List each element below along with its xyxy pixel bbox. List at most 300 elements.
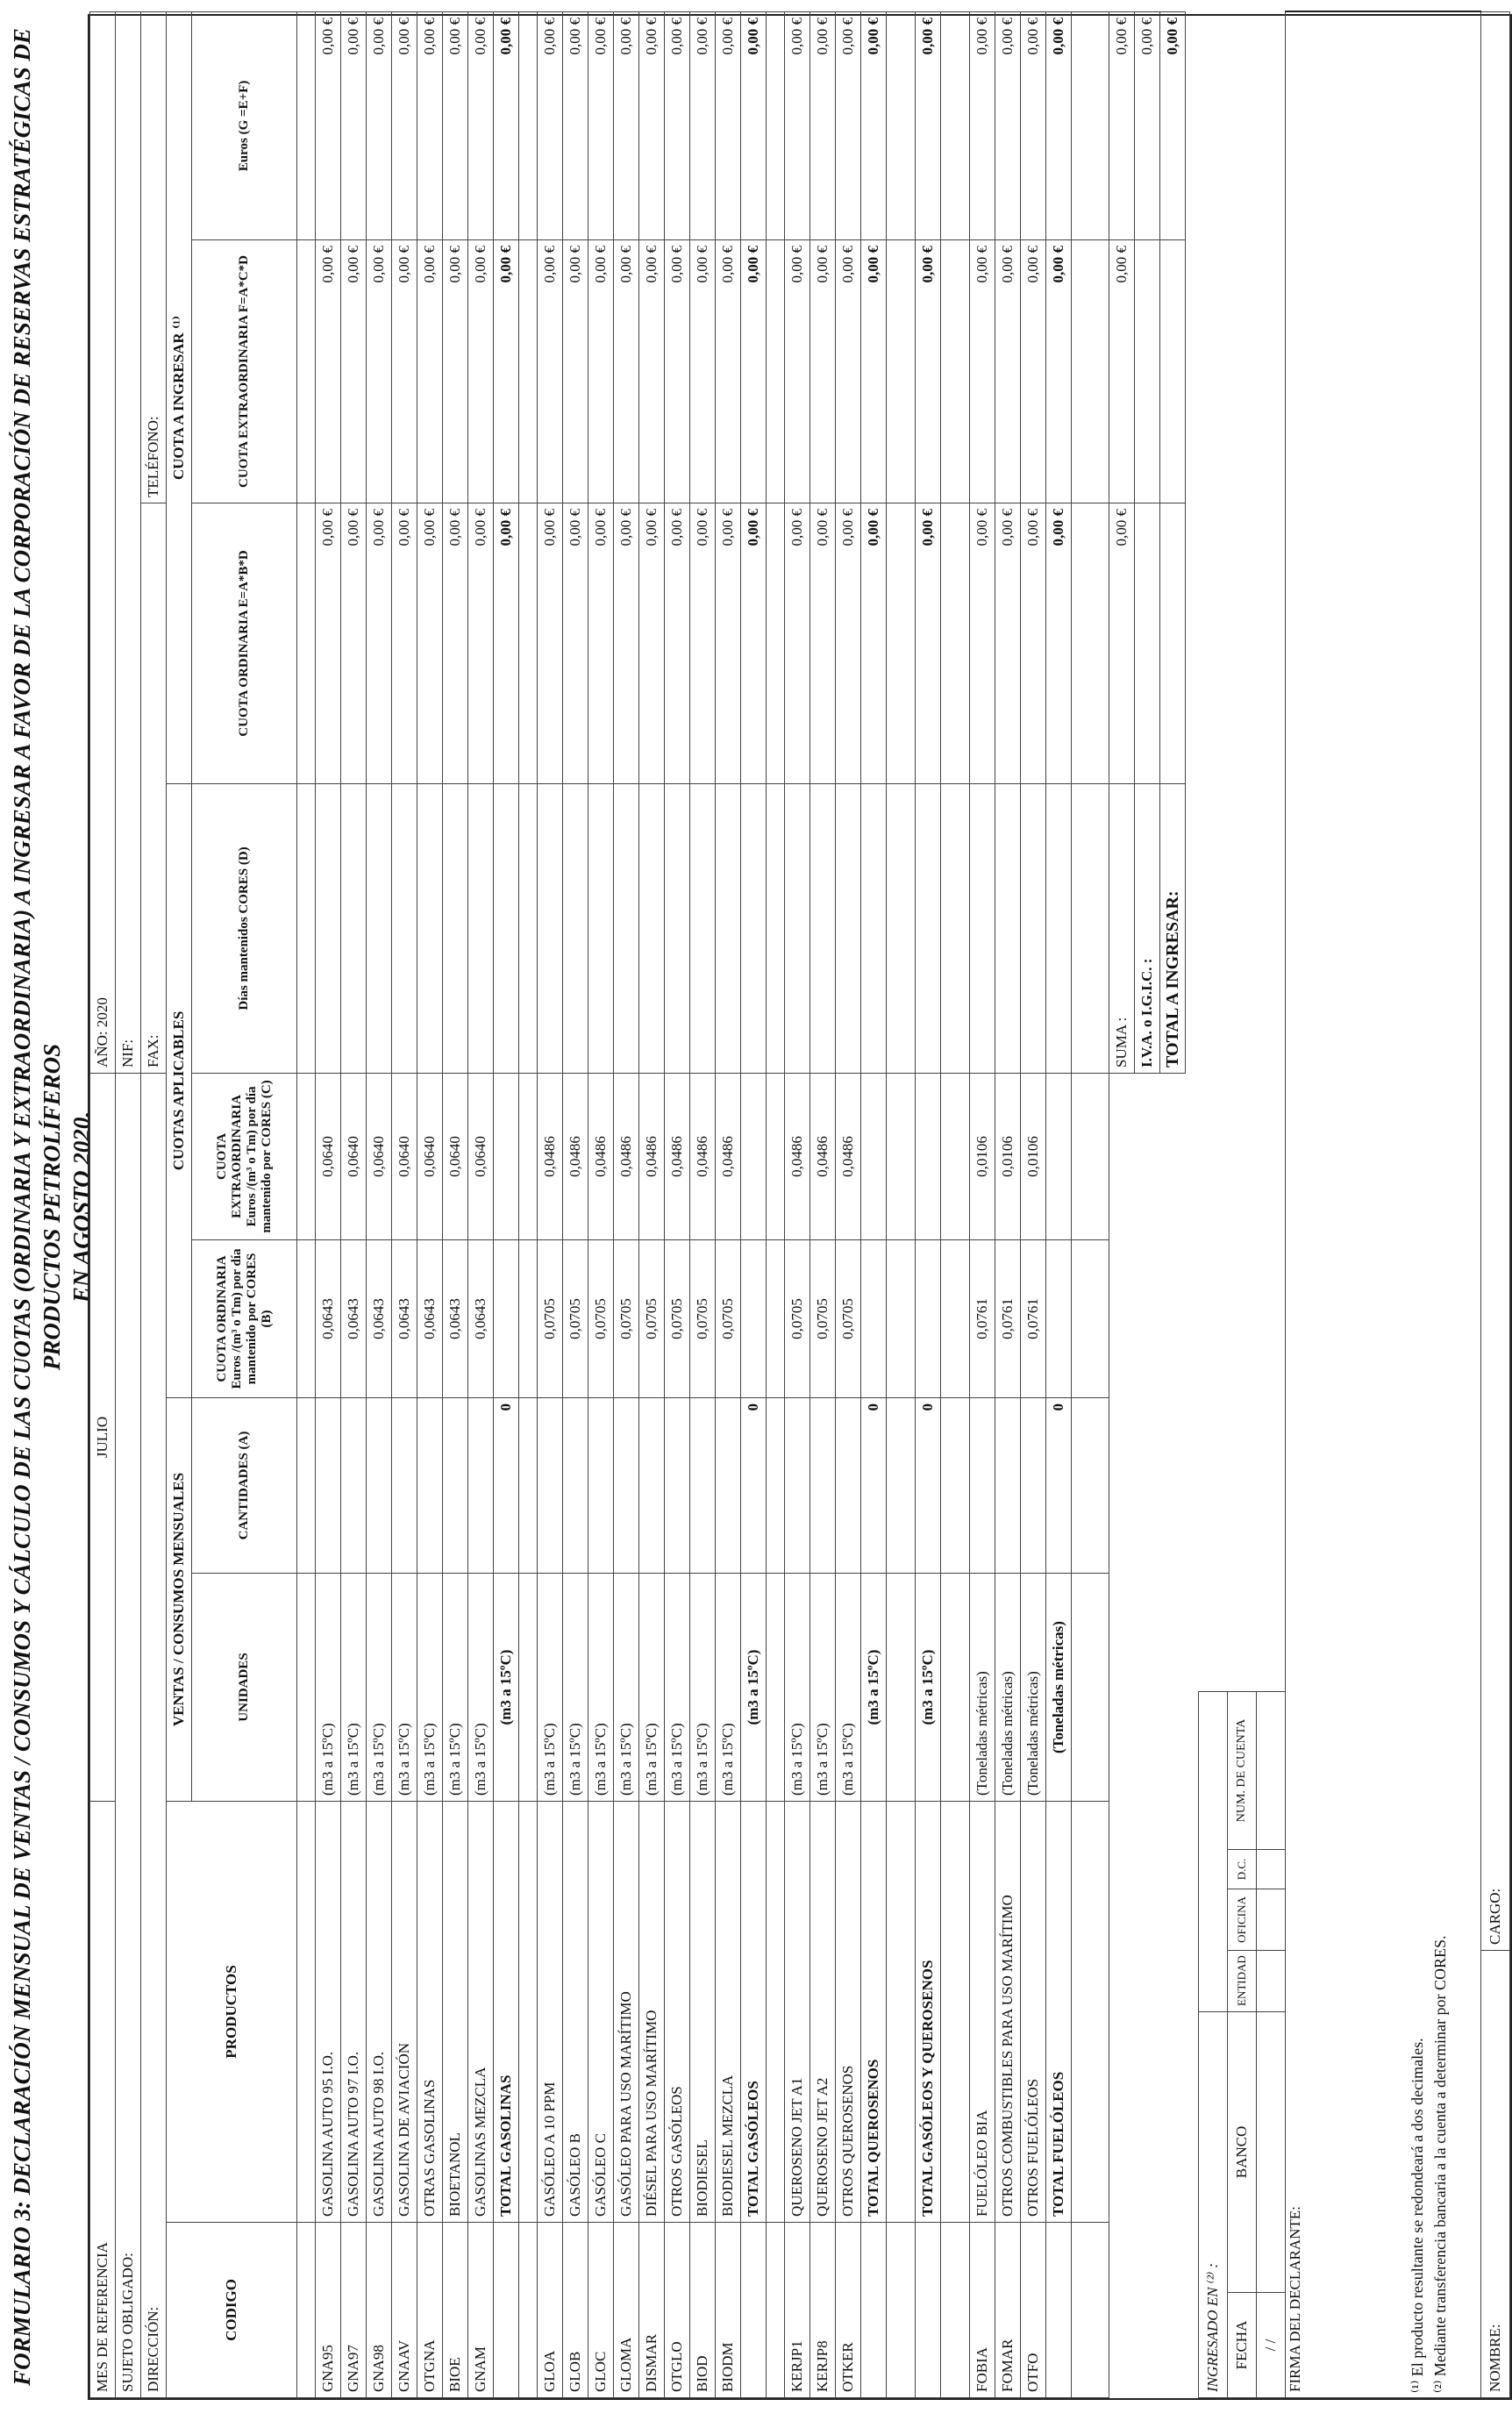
dias-mantenidos-input[interactable] xyxy=(341,783,367,1073)
footnote-2: ⁽²⁾ Mediante transferencia bancaria a la cuenta a determinar por CORES. xyxy=(1431,1935,1449,2393)
direccion-label[interactable]: DIRECCIÓN: xyxy=(141,1073,167,2397)
total-label: TOTAL GASÓLEOS Y QUEROSENOS xyxy=(916,1802,941,2223)
product-name: OTRAS GASOLINAS xyxy=(417,1802,443,2223)
header-row-direccion xyxy=(141,11,167,2397)
product-row xyxy=(785,11,810,2397)
total-b-empty xyxy=(861,1240,887,1398)
spacer-row xyxy=(767,11,785,2397)
product-quantity-input[interactable] xyxy=(588,1398,614,1574)
cuota-ordinaria-value: 0,0643 xyxy=(367,1240,392,1398)
dias-mantenidos-input[interactable] xyxy=(614,783,639,1073)
spacer-row xyxy=(887,11,916,2397)
col-ventas-group: VENTAS / CONSUMOS MENSUALES xyxy=(167,1398,192,1802)
total-f-value: 0,00 € xyxy=(861,239,887,503)
anio-label[interactable]: AÑO: 2020 xyxy=(90,11,116,1073)
product-quantity-input[interactable] xyxy=(538,1398,563,1574)
col-unidades: UNIDADES xyxy=(192,1574,297,1802)
dias-mantenidos-input[interactable] xyxy=(665,783,690,1073)
product-code: KERJP1 xyxy=(785,2223,810,2398)
col-cuota-ord-e: CUOTA ORDINARIA E=A*B*D xyxy=(192,503,297,783)
ingresado-label: INGRESADO EN ⁽²⁾ : xyxy=(1199,2011,1228,2397)
product-row xyxy=(810,11,836,2397)
total-c-empty xyxy=(1046,1073,1072,1239)
product-quantity-input[interactable] xyxy=(367,1398,392,1574)
total-row xyxy=(916,11,941,2397)
product-quantity-input[interactable] xyxy=(690,1398,716,1574)
suma-e-value: 0,00 € xyxy=(1109,503,1135,783)
product-quantity-input[interactable] xyxy=(392,1398,417,1574)
cuota-ordinaria-value: 0,0761 xyxy=(970,1240,995,1398)
cuota-e-value: 0,00 € xyxy=(563,503,588,783)
product-quantity-input[interactable] xyxy=(417,1398,443,1574)
product-code: OTGNA xyxy=(417,2223,443,2398)
cuota-extraordinaria-value: 0,0640 xyxy=(443,1073,468,1239)
payment-header-row xyxy=(1228,11,1257,2397)
product-code: GNA95 xyxy=(316,2223,341,2398)
product-name: QUEROSENO JET A1 xyxy=(785,1802,810,2223)
product-name: GASOLINA AUTO 97 I.O. xyxy=(341,1802,367,2223)
iva-g-value: 0,00 € xyxy=(1135,11,1160,239)
product-code: GLOB xyxy=(563,2223,588,2398)
total-c-empty xyxy=(494,1073,519,1239)
suma-g-value: 0,00 € xyxy=(1109,11,1135,239)
product-code: OTGLO xyxy=(665,2223,690,2398)
product-code: FOMAR xyxy=(995,2223,1021,2398)
cuota-e-value: 0,00 € xyxy=(443,503,468,783)
cuota-f-value: 0,00 € xyxy=(614,239,639,503)
summary-spacer xyxy=(1109,1073,1135,2397)
declaration-table xyxy=(89,11,1186,2398)
spacer-row xyxy=(941,11,970,2397)
cuota-ordinaria-value: 0,0761 xyxy=(995,1240,1021,1398)
cuota-ordinaria-value: 0,0643 xyxy=(316,1240,341,1398)
col-cantidades: CANTIDADES (A) xyxy=(192,1398,297,1574)
telefono-label[interactable]: TELÉFONO: xyxy=(141,11,167,503)
product-name: GASÓLEO C xyxy=(588,1802,614,2223)
total-unit: (m3 a 15ºC) xyxy=(741,1574,767,1802)
cuota-f-value: 0,00 € xyxy=(538,239,563,503)
dias-mantenidos-input[interactable] xyxy=(443,783,468,1073)
cuota-extraordinaria-value: 0,0640 xyxy=(316,1073,341,1239)
dias-mantenidos-input[interactable] xyxy=(690,783,716,1073)
cuota-ordinaria-value: 0,0643 xyxy=(468,1240,494,1398)
cuota-e-value: 0,00 € xyxy=(665,503,690,783)
dias-mantenidos-input[interactable] xyxy=(810,783,836,1073)
product-row xyxy=(563,11,588,2397)
total-label: TOTAL GASÓLEOS xyxy=(741,1802,767,2223)
footnote-1: ⁽¹⁾ El producto resultante se redondeará a dos decimales. xyxy=(1409,2038,1426,2393)
euros-g-value: 0,00 € xyxy=(468,11,494,239)
product-unit: (m3 a 15ºC) xyxy=(665,1574,690,1802)
product-unit: (m3 a 15ºC) xyxy=(316,1574,341,1802)
cuota-extraordinaria-value: 0,0486 xyxy=(665,1073,690,1239)
total-unit: (m3 a 15ºC) xyxy=(494,1574,519,1802)
cuota-e-value: 0,00 € xyxy=(341,503,367,783)
product-name: GASOLINA DE AVIACIÓN xyxy=(392,1802,417,2223)
cuota-ordinaria-value: 0,0643 xyxy=(443,1240,468,1398)
dias-mantenidos-input[interactable] xyxy=(392,783,417,1073)
iva-label: I.V.A. o I.G.I.C. : xyxy=(1135,783,1160,1073)
dias-mantenidos-input[interactable] xyxy=(970,783,995,1073)
product-row xyxy=(970,11,995,2397)
product-code: DISMAR xyxy=(639,2223,665,2398)
product-row xyxy=(1021,11,1046,2397)
product-unit: (m3 a 15ºC) xyxy=(563,1574,588,1802)
cuota-ordinaria-value: 0,0643 xyxy=(417,1240,443,1398)
suma-f-value: 0,00 € xyxy=(1109,239,1135,503)
cuota-extraordinaria-value: 0,0640 xyxy=(392,1073,417,1239)
total-ingresar-row xyxy=(1160,11,1186,2397)
mes-label: MES DE REFERENCIA xyxy=(90,1802,116,2398)
cuota-f-value: 0,00 € xyxy=(588,239,614,503)
total-quantity: 0 xyxy=(1046,1398,1072,1574)
total-d-empty xyxy=(741,783,767,1073)
total-row xyxy=(741,11,767,2397)
iva-row xyxy=(1135,11,1160,2397)
euros-g-value: 0,00 € xyxy=(810,11,836,239)
cuota-ordinaria-value: 0,0643 xyxy=(341,1240,367,1398)
total-g-value: 0,00 € xyxy=(861,11,887,239)
dias-mantenidos-input[interactable] xyxy=(538,783,563,1073)
product-quantity-input[interactable] xyxy=(810,1398,836,1574)
total-c-empty xyxy=(861,1073,887,1239)
cuota-e-value: 0,00 € xyxy=(785,503,810,783)
total-row xyxy=(861,11,887,2397)
product-code: KERJP8 xyxy=(810,2223,836,2398)
product-code: FOBIA xyxy=(970,2223,995,2398)
product-unit: (m3 a 15ºC) xyxy=(588,1574,614,1802)
firma-label: FIRMA DEL DECLARANTE: xyxy=(1287,2206,1303,2392)
iva-e-value xyxy=(1135,503,1160,783)
product-code: BIOD xyxy=(690,2223,716,2398)
product-quantity-input[interactable] xyxy=(1021,1398,1046,1574)
euros-g-value: 0,00 € xyxy=(443,11,468,239)
cuota-e-value: 0,00 € xyxy=(970,503,995,783)
euros-g-value: 0,00 € xyxy=(1021,11,1046,239)
product-quantity-input[interactable] xyxy=(468,1398,494,1574)
col-codigo: CODIGO xyxy=(167,2223,297,2398)
col-cuota-ord: CUOTA ORDINARIA Euros /(m³ o Tm) por día mantenido por CORES (B) xyxy=(192,1240,297,1398)
product-name: BIODIESEL MEZCLA xyxy=(716,1802,741,2223)
payment-ingresado-row xyxy=(1199,11,1228,2397)
cuota-e-value: 0,00 € xyxy=(1021,503,1046,783)
oficina-field[interactable] xyxy=(1257,1889,1286,1950)
product-unit: (m3 a 15ºC) xyxy=(716,1574,741,1802)
total-ingresar-g-value: 0,00 € xyxy=(1160,11,1186,239)
product-quantity-input[interactable] xyxy=(836,1398,861,1574)
cuota-f-value: 0,00 € xyxy=(468,239,494,503)
banco-field[interactable] xyxy=(1257,2011,1286,2292)
product-quantity-input[interactable] xyxy=(785,1398,810,1574)
col-cuotas-group: CUOTAS APLICABLES xyxy=(167,783,192,1397)
total-unit: (m3 a 15ºC) xyxy=(861,1574,887,1802)
nombre-label: NOMBRE: xyxy=(1487,2324,1503,2392)
cuota-ordinaria-value: 0,0643 xyxy=(392,1240,417,1398)
product-name: DIÉSEL PARA USO MARÍTIMO xyxy=(639,1802,665,2223)
product-row xyxy=(716,11,741,2397)
product-row xyxy=(614,11,639,2397)
dias-mantenidos-input[interactable] xyxy=(367,783,392,1073)
total-quantity: 0 xyxy=(861,1398,887,1574)
product-quantity-input[interactable] xyxy=(614,1398,639,1574)
total-e-value: 0,00 € xyxy=(494,503,519,783)
cargo-field[interactable] xyxy=(1481,11,1510,1950)
product-unit: (m3 a 15ºC) xyxy=(538,1574,563,1802)
total-d-empty xyxy=(861,783,887,1073)
product-code: GLOMA xyxy=(614,2223,639,2398)
mes-value[interactable]: JULIO xyxy=(90,1073,116,1801)
euros-g-value: 0,00 € xyxy=(392,11,417,239)
total-e-value: 0,00 € xyxy=(861,503,887,783)
product-quantity-input[interactable] xyxy=(316,1398,341,1574)
cuota-extraordinaria-value: 0,0640 xyxy=(468,1073,494,1239)
product-row xyxy=(836,11,861,2397)
euros-g-value: 0,00 € xyxy=(690,11,716,239)
total-quantity: 0 xyxy=(494,1398,519,1574)
total-label: TOTAL GASOLINAS xyxy=(494,1802,519,2223)
cuota-e-value: 0,00 € xyxy=(588,503,614,783)
dc-field[interactable] xyxy=(1257,1849,1286,1889)
spacer-row xyxy=(297,11,316,2397)
product-code: GNAM xyxy=(468,2223,494,2398)
total-unit: (m3 a 15ºC) xyxy=(916,1574,941,1802)
total-f-value: 0,00 € xyxy=(916,239,941,503)
cuota-ordinaria-value: 0,0761 xyxy=(1021,1240,1046,1398)
total-d-empty xyxy=(916,783,941,1073)
product-unit: (m3 a 15ºC) xyxy=(443,1574,468,1802)
product-quantity-input[interactable] xyxy=(716,1398,741,1574)
firma-field[interactable] xyxy=(1286,11,1481,2397)
euros-g-value: 0,00 € xyxy=(563,11,588,239)
product-quantity-input[interactable] xyxy=(970,1398,995,1574)
product-name: GASÓLEO PARA USO MARÍTIMO xyxy=(614,1802,639,2223)
total-label: TOTAL QUEROSENOS xyxy=(861,1802,887,2223)
euros-g-value: 0,00 € xyxy=(341,11,367,239)
summary-spacer xyxy=(1135,1073,1160,2397)
cuota-f-value: 0,00 € xyxy=(810,239,836,503)
total-g-value: 0,00 € xyxy=(1046,11,1072,239)
euros-g-value: 0,00 € xyxy=(417,11,443,239)
cuota-e-value: 0,00 € xyxy=(614,503,639,783)
cuota-f-value: 0,00 € xyxy=(1021,239,1046,503)
cuota-e-value: 0,00 € xyxy=(367,503,392,783)
product-unit: (m3 a 15ºC) xyxy=(468,1574,494,1802)
product-unit: (m3 a 15ºC) xyxy=(639,1574,665,1802)
product-unit: (Toneladas métricas) xyxy=(970,1574,995,1802)
form-title-line2: EN AGOSTO 2020. xyxy=(68,1110,95,1303)
cuota-extraordinaria-value: 0,0486 xyxy=(538,1073,563,1239)
product-quantity-input[interactable] xyxy=(665,1398,690,1574)
product-name: OTROS QUEROSENOS xyxy=(836,1802,861,2223)
cuenta-field[interactable] xyxy=(1257,1691,1286,1849)
suma-row xyxy=(1109,11,1135,2397)
sujeto-label[interactable]: SUJETO OBLIGADO: xyxy=(116,1073,141,2397)
product-unit: (m3 a 15ºC) xyxy=(690,1574,716,1802)
product-code: BIOE xyxy=(443,2223,468,2398)
total-label: TOTAL FUELÓLEOS xyxy=(1046,1802,1072,2223)
total-code-empty xyxy=(861,2223,887,2398)
cuota-e-value: 0,00 € xyxy=(417,503,443,783)
product-quantity-input[interactable] xyxy=(341,1398,367,1574)
total-f-value: 0,00 € xyxy=(1046,239,1072,503)
product-row xyxy=(538,11,563,2397)
cuota-e-value: 0,00 € xyxy=(392,503,417,783)
dias-mantenidos-input[interactable] xyxy=(468,783,494,1073)
product-row xyxy=(588,11,614,2397)
fax-label[interactable]: FAX: xyxy=(141,503,167,1073)
product-unit: (m3 a 15ºC) xyxy=(341,1574,367,1802)
cuota-e-value: 0,00 € xyxy=(810,503,836,783)
product-row xyxy=(690,11,716,2397)
cuota-f-value: 0,00 € xyxy=(995,239,1021,503)
cuota-e-value: 0,00 € xyxy=(316,503,341,783)
product-unit: (m3 a 15ºC) xyxy=(614,1574,639,1802)
cuota-extraordinaria-value: 0,0106 xyxy=(995,1073,1021,1239)
cuota-f-value: 0,00 € xyxy=(836,239,861,503)
dias-mantenidos-input[interactable] xyxy=(316,783,341,1073)
dias-mantenidos-input[interactable] xyxy=(716,783,741,1073)
cuota-f-value: 0,00 € xyxy=(316,239,341,503)
product-row xyxy=(341,11,367,2397)
banco-label: BANCO xyxy=(1228,2011,1257,2292)
product-row xyxy=(443,11,468,2397)
euros-g-value: 0,00 € xyxy=(995,11,1021,239)
cuota-ordinaria-value: 0,0705 xyxy=(716,1240,741,1398)
cuota-e-value: 0,00 € xyxy=(716,503,741,783)
col-cuota-ext-f: CUOTA EXTRAORDINARIA F=A*C*D xyxy=(192,239,297,503)
total-c-empty xyxy=(916,1073,941,1239)
cuota-f-value: 0,00 € xyxy=(341,239,367,503)
product-quantity-input[interactable] xyxy=(563,1398,588,1574)
product-name: OTROS COMBUSTIBLES PARA USO MARÍTIMO xyxy=(995,1802,1021,2223)
cuota-ordinaria-value: 0,0705 xyxy=(690,1240,716,1398)
spacer-row xyxy=(1072,11,1109,2397)
total-g-value: 0,00 € xyxy=(741,11,767,239)
product-name: QUEROSENO JET A2 xyxy=(810,1802,836,2223)
product-row xyxy=(665,11,690,2397)
cuota-e-value: 0,00 € xyxy=(639,503,665,783)
col-productos: PRODUCTOS xyxy=(167,1802,297,2223)
product-row xyxy=(468,11,494,2397)
dias-mantenidos-input[interactable] xyxy=(836,783,861,1073)
cuota-f-value: 0,00 € xyxy=(970,239,995,503)
suma-label: SUMA : xyxy=(1109,783,1135,1073)
euros-g-value: 0,00 € xyxy=(316,11,341,239)
product-quantity-input[interactable] xyxy=(639,1398,665,1574)
dias-mantenidos-input[interactable] xyxy=(417,783,443,1073)
total-e-value: 0,00 € xyxy=(1046,503,1072,783)
dias-mantenidos-input[interactable] xyxy=(785,783,810,1073)
nombre-field[interactable] xyxy=(1481,1950,1510,2397)
product-row xyxy=(417,11,443,2397)
cuota-extraordinaria-value: 0,0486 xyxy=(690,1073,716,1239)
product-unit: (Toneladas métricas) xyxy=(995,1574,1021,1802)
cuota-extraordinaria-value: 0,0640 xyxy=(417,1073,443,1239)
cuota-f-value: 0,00 € xyxy=(665,239,690,503)
cuota-ordinaria-value: 0,0705 xyxy=(665,1240,690,1398)
entidad-field[interactable] xyxy=(1257,1950,1286,2011)
total-code-empty xyxy=(916,2223,941,2398)
euros-g-value: 0,00 € xyxy=(785,11,810,239)
product-name: OTROS GASÓLEOS xyxy=(665,1802,690,2223)
product-name: GASOLINA AUTO 98 I.O. xyxy=(367,1802,392,2223)
nombre-cargo-row xyxy=(1481,11,1510,2397)
cuota-extraordinaria-value: 0,0640 xyxy=(341,1073,367,1239)
col-ingresar-group: CUOTA A INGRESAR ⁽¹⁾ xyxy=(167,11,192,783)
euros-g-value: 0,00 € xyxy=(538,11,563,239)
dias-mantenidos-input[interactable] xyxy=(563,783,588,1073)
product-row xyxy=(995,11,1021,2397)
cuota-ordinaria-value: 0,0705 xyxy=(836,1240,861,1398)
cuota-extraordinaria-value: 0,0486 xyxy=(588,1073,614,1239)
total-e-value: 0,00 € xyxy=(916,503,941,783)
product-row xyxy=(316,11,341,2397)
form-title xyxy=(7,14,96,2400)
spacer-row xyxy=(519,11,538,2397)
product-quantity-input[interactable] xyxy=(443,1398,468,1574)
total-quantity: 0 xyxy=(916,1398,941,1574)
col-euros-g: Euros (G =E+F) xyxy=(192,11,297,239)
summary-spacer xyxy=(1160,1073,1186,2397)
total-ingresar-e-value xyxy=(1160,503,1186,783)
dias-mantenidos-input[interactable] xyxy=(639,783,665,1073)
fecha-field[interactable]: / / xyxy=(1257,2293,1286,2398)
product-code: GNA97 xyxy=(341,2223,367,2398)
product-quantity-input[interactable] xyxy=(995,1398,1021,1574)
euros-g-value: 0,00 € xyxy=(639,11,665,239)
cuota-ordinaria-value: 0,0705 xyxy=(588,1240,614,1398)
product-row xyxy=(392,11,417,2397)
cuota-ordinaria-value: 0,0705 xyxy=(614,1240,639,1398)
cuota-ordinaria-value: 0,0705 xyxy=(538,1240,563,1398)
nif-label[interactable]: NIF: xyxy=(116,11,141,1073)
product-code: BIODM xyxy=(716,2223,741,2398)
total-e-value: 0,00 € xyxy=(741,503,767,783)
total-b-empty xyxy=(1046,1240,1072,1398)
total-unit: (Toneladas métricas) xyxy=(1046,1574,1072,1802)
product-code: OTKER xyxy=(836,2223,861,2398)
total-code-empty xyxy=(1046,2223,1072,2398)
product-name: GASOLINA AUTO 95 I.O. xyxy=(316,1802,341,2223)
cuota-extraordinaria-value: 0,0640 xyxy=(367,1073,392,1239)
product-row xyxy=(367,11,392,2397)
cuota-extraordinaria-value: 0,0106 xyxy=(1021,1073,1046,1239)
product-name: OTROS FUELÓLEOS xyxy=(1021,1802,1046,2223)
total-g-value: 0,00 € xyxy=(494,11,519,239)
col-cuota-ext: CUOTA EXTRAORDINARIA Euros /(m³ o Tm) por día mantenido por CORES (C) xyxy=(192,1073,297,1239)
cuota-f-value: 0,00 € xyxy=(443,239,468,503)
total-f-value: 0,00 € xyxy=(741,239,767,503)
cuota-e-value: 0,00 € xyxy=(690,503,716,783)
product-row xyxy=(639,11,665,2397)
cuota-ordinaria-value: 0,0705 xyxy=(639,1240,665,1398)
product-code: GNA98 xyxy=(367,2223,392,2398)
cuota-e-value: 0,00 € xyxy=(538,503,563,783)
dias-mantenidos-input[interactable] xyxy=(588,783,614,1073)
product-unit: (m3 a 15ºC) xyxy=(367,1574,392,1802)
fecha-label: FECHA xyxy=(1228,2293,1257,2398)
dias-mantenidos-input[interactable] xyxy=(995,783,1021,1073)
cuota-f-value: 0,00 € xyxy=(690,239,716,503)
total-g-value: 0,00 € xyxy=(916,11,941,239)
dias-mantenidos-input[interactable] xyxy=(1021,783,1046,1073)
total-f-value: 0,00 € xyxy=(494,239,519,503)
col-dias: Días mantenidos CORES (D) xyxy=(192,783,297,1073)
total-c-empty xyxy=(741,1073,767,1239)
cuenta-label: NUM. DE CUENTA xyxy=(1228,1691,1257,1849)
product-unit: (m3 a 15ºC) xyxy=(810,1574,836,1802)
cuota-extraordinaria-value: 0,0106 xyxy=(970,1073,995,1239)
